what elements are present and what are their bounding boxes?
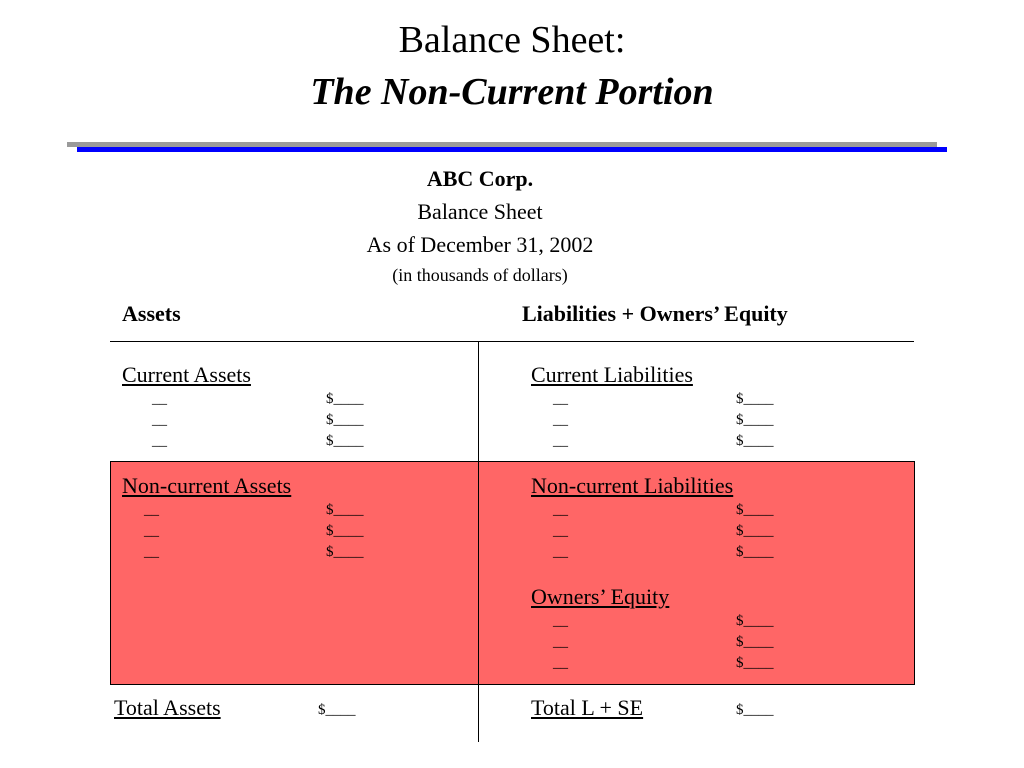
current-liabilities-heading: Current Liabilities [531,362,693,387]
current-assets-heading: Current Assets [122,362,251,387]
current-asset-amount: $____ [326,391,364,407]
noncurrent-liability-amount: $____ [736,544,774,560]
liabilities-equity-column-header: Liabilities + Owners’ Equity [522,301,788,326]
current-liability-amount: $____ [736,433,774,449]
total-lse-amount: $____ [736,702,774,718]
noncurrent-liability-line: __ [553,523,568,539]
company-name: ABC Corp. [426,166,534,191]
statement-date: As of December 31, 2002 [366,232,594,257]
owners-equity-line: __ [553,613,568,629]
noncurrent-liability-line: __ [553,502,568,518]
current-asset-amount: $____ [326,433,364,449]
noncurrent-asset-amount: $____ [326,502,364,518]
noncurrent-liability-amount: $____ [736,523,774,539]
assets-column-header: Assets [122,301,181,326]
owners-equity-amount: $____ [736,634,774,650]
current-asset-amount: $____ [326,412,364,428]
owners-equity-heading: Owners’ Equity [531,584,670,609]
slide-title-line2: The Non-Current Portion [310,71,714,113]
current-liability-line: __ [553,412,568,428]
noncurrent-liability-line: __ [553,544,568,560]
header-divider [110,341,914,342]
statement-units: (in thousands of dollars) [392,265,568,285]
current-asset-line: __ [152,433,167,449]
noncurrent-liabilities-heading: Non-current Liabilities [531,473,734,498]
total-lse-label: Total L + SE [531,695,644,720]
total-assets-label: Total Assets [114,695,221,720]
noncurrent-asset-line: __ [144,502,159,518]
current-liability-line: __ [553,433,568,449]
owners-equity-amount: $____ [736,655,774,671]
current-liability-line: __ [553,391,568,407]
statement-name: Balance Sheet [417,199,543,224]
owners-equity-line: __ [553,655,568,671]
current-liability-amount: $____ [736,391,774,407]
noncurrent-asset-line: __ [144,523,159,539]
noncurrent-asset-amount: $____ [326,523,364,539]
slide-title-line1: Balance Sheet: [398,19,626,61]
total-assets-amount: $____ [318,702,356,718]
owners-equity-line: __ [553,634,568,650]
noncurrent-asset-amount: $____ [326,544,364,560]
noncurrent-assets-heading: Non-current Assets [122,473,292,498]
noncurrent-liability-amount: $____ [736,502,774,518]
current-liability-amount: $____ [736,412,774,428]
current-asset-line: __ [152,412,167,428]
title-rule [77,147,947,152]
noncurrent-asset-line: __ [144,544,159,560]
column-divider [478,341,479,742]
current-asset-line: __ [152,391,167,407]
owners-equity-amount: $____ [736,613,774,629]
